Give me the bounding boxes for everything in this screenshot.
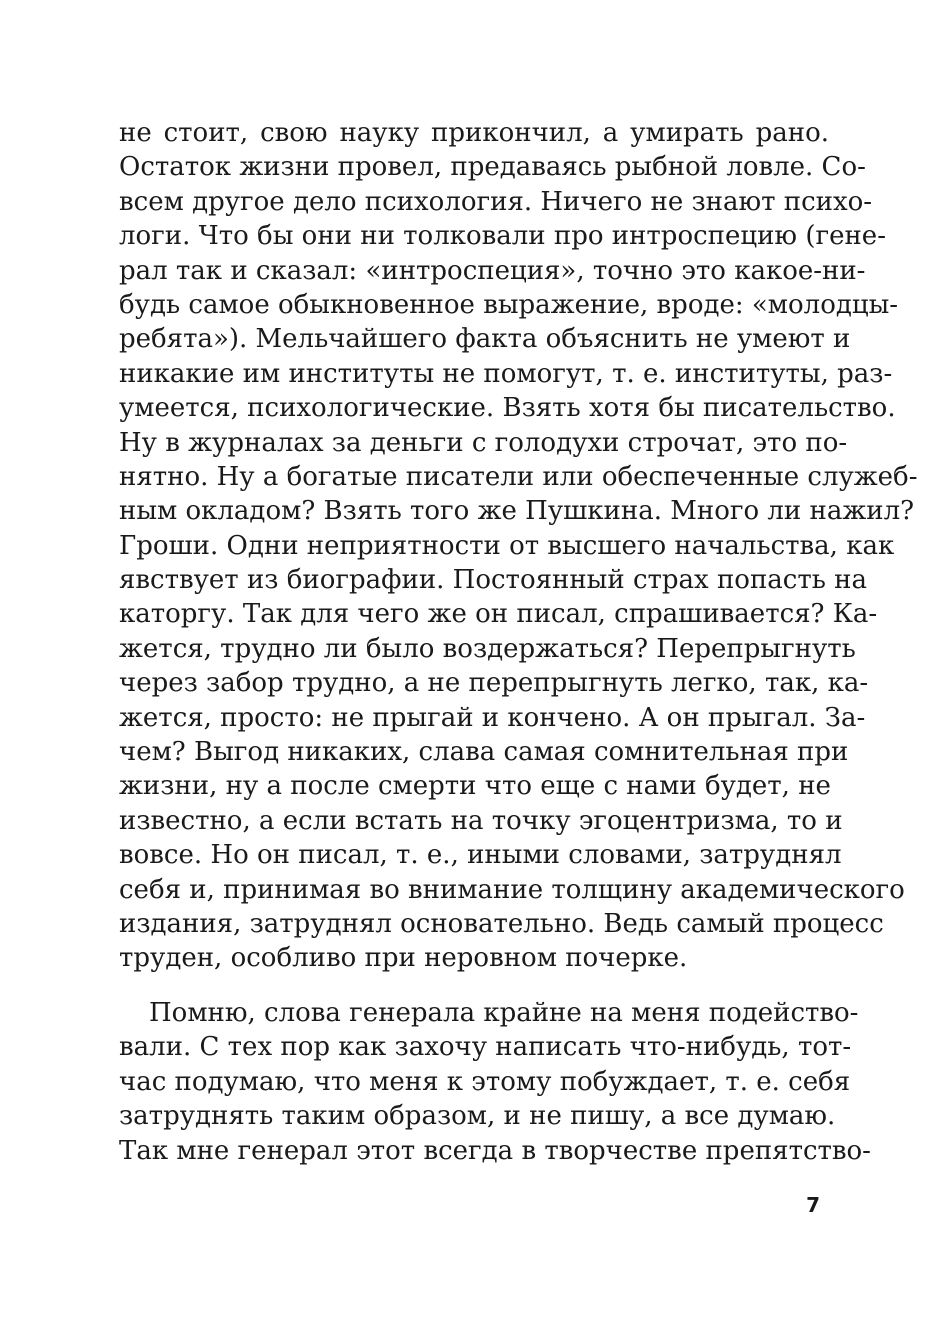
text-line: вали. С тех пор как захочу написать что-нибудь, тот-: [119, 1032, 852, 1063]
text-line: всем другое дело психология. Ничего не знают психо-: [119, 186, 873, 217]
text-line: Остаток жизни провел, предаваясь рыбной ловле. Со-: [119, 152, 866, 183]
text-line: вовсе. Но он писал, т. е., иными словами, затруднял: [119, 840, 842, 871]
text-line: каторгу. Так для чего же он писал, спрашивается? Ка-: [119, 599, 878, 630]
text-line: жется, трудно ли было воздержаться? Перепрыгнуть: [119, 633, 856, 664]
text-line: чем? Выгод никаких, слава самая сомнительная при: [119, 737, 849, 768]
text-line: себя и, принимая во внимание толщину академического: [119, 874, 905, 905]
text-line: затруднять таким образом, и не пишу, а все думаю.: [119, 1101, 836, 1132]
text-line: Помню, слова генерала крайне на меня подейство-: [149, 998, 859, 1028]
text-line: труден, особливо при неровном почерке.: [119, 943, 688, 974]
text-line: умеется, психологические. Взять хотя бы писательство.: [119, 393, 896, 424]
text-line: Ну в журналах за деньги с голодухи строчат, это по-: [119, 427, 848, 458]
text-line: известно, а если встать на точку эгоцентризма, то и: [119, 805, 843, 836]
text-line: ребята»). Мельчайшего факта объяснить не умеют и: [119, 324, 851, 355]
text-line: издания, затруднял основательно. Ведь самый процесс: [119, 908, 884, 939]
paragraph-1: [119, 116, 918, 976]
text-line: рал так и сказал: «интроспеция», точно это какое-ни-: [119, 255, 866, 286]
text-line: ным окладом? Взять того же Пушкина. Много ли нажил?: [119, 496, 915, 527]
text-line: через забор трудно, а не перепрыгнуть легко, так, ка-: [119, 668, 869, 699]
text-line: нятно. Ну а богатые писатели или обеспеченные служеб-: [119, 461, 918, 492]
text-line: Гроши. Одни неприятности от высшего начальства, как: [119, 530, 895, 561]
text-line: никакие им институты не помогут, т. е. институты, раз-: [119, 358, 893, 389]
page-number: 7: [806, 1193, 820, 1217]
text-line: логи. Что бы они ни толковали про интроспецию (гене-: [119, 221, 886, 252]
text-line: не стоит, свою науку прикончил, а умирать рано.: [119, 118, 829, 148]
text-line: явствует из биографии. Постоянный страх попасть на: [119, 565, 867, 596]
text-line: жизни, ну а после смерти что еще с нами будет, не: [119, 771, 831, 802]
text-line: час подумаю, что меня к этому побуждает, т. е. себя: [119, 1066, 851, 1097]
paragraph-2: [119, 996, 871, 1168]
text-line: будь самое обыкновенное выражение, вроде: «молодцы-: [119, 289, 899, 320]
text-line: Так мне генерал этот всегда в творчестве препятство-: [119, 1135, 871, 1166]
text-line: жется, просто: не прыгай и кончено. А он прыгал. За-: [119, 702, 866, 733]
